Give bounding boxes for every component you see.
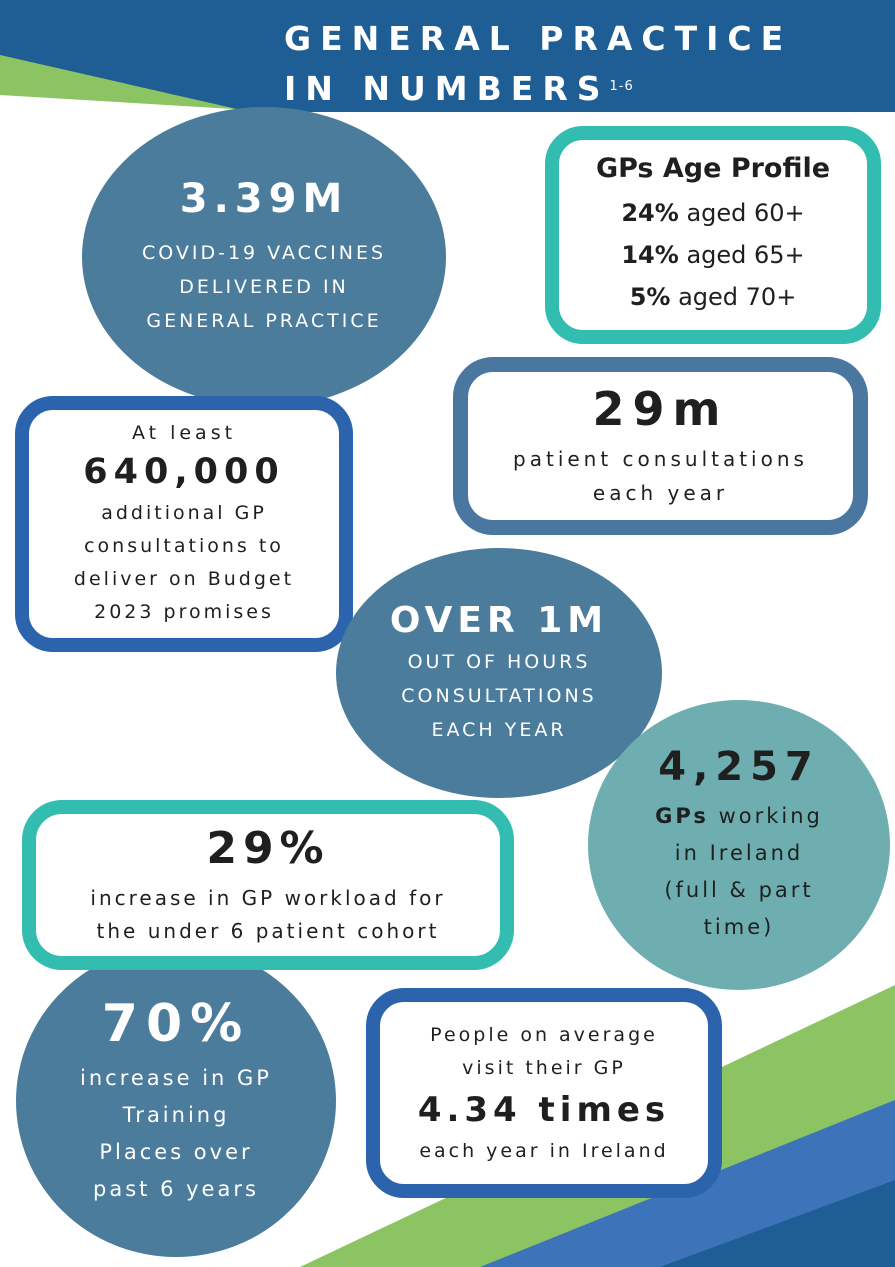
vaccines-stat-circle [82,107,446,407]
title-line-1: GENERAL PRACTICE [284,19,793,58]
gps-working-line-1: GPs working [655,804,823,828]
yearly-consultations-line-1: patient consultations [513,447,808,471]
age-profile-title: GPs Age Profile [595,152,831,184]
age-profile-card [545,126,881,344]
visits-value: 4.34 times [417,1089,671,1130]
additional-intro: At least [131,422,237,444]
additional-line-3: deliver on Budget [73,568,295,590]
workload-line-1: increase in GP workload for [90,885,446,910]
gps-working-circle [588,700,890,990]
visits-card [366,988,722,1198]
out-of-hours-line-3: EACH YEAR [431,718,567,741]
gps-working-value: 4,257 [658,744,820,790]
age-row-70: 5% aged 70+ [629,282,797,311]
additional-line-2: consultations to [84,535,284,557]
visits-line-3: each year in Ireland [419,1139,669,1162]
yearly-consultations-card [453,357,868,535]
additional-value: 640,000 [83,452,285,492]
out-of-hours-line-2: CONSULTATIONS [401,684,597,707]
workload-line-2: the under 6 patient cohort [96,918,440,943]
yearly-consultations-line-2: each year [592,481,729,505]
training-line-3: Places over [99,1140,253,1164]
training-line-1: increase in GP [80,1066,272,1090]
visits-line-1: People on average [430,1023,658,1046]
gps-working-line-2: in Ireland [674,841,804,865]
workload-value: 29% [206,822,330,874]
vaccines-line-3: GENERAL PRACTICE [146,310,382,332]
vaccines-line-2: DELIVERED IN [179,276,349,298]
workload-card [22,800,514,970]
training-value: 70% [101,994,251,1054]
title-line-2: IN NUMBERS$^{1-6}$ [284,69,634,108]
visits-line-2: visit their GP [462,1056,626,1079]
gps-working-line-3: (full & part [664,878,814,902]
out-of-hours-circle [336,548,662,798]
age-row-60: 24% aged 60+ [621,198,805,227]
vaccines-value: 3.39M [179,176,349,222]
training-line-4: past 6 years [93,1177,259,1201]
training-circle [16,945,336,1257]
title-superscript: 1-6 [609,79,634,94]
page-title [284,14,792,114]
out-of-hours-value: OVER 1M [389,599,609,641]
training-line-2: Training [122,1103,230,1127]
out-of-hours-line-1: OUT OF HOURS [407,650,591,673]
yearly-consultations-value: 29m [592,382,729,436]
additional-line-4: 2023 promises [94,601,274,623]
age-row-65: 14% aged 65+ [621,240,805,269]
gps-working-line-4: time) [703,915,775,939]
vaccines-line-1: COVID-19 VACCINES [141,242,387,264]
additional-consultations-card [15,396,353,652]
additional-line-1: additional GP [101,502,267,524]
